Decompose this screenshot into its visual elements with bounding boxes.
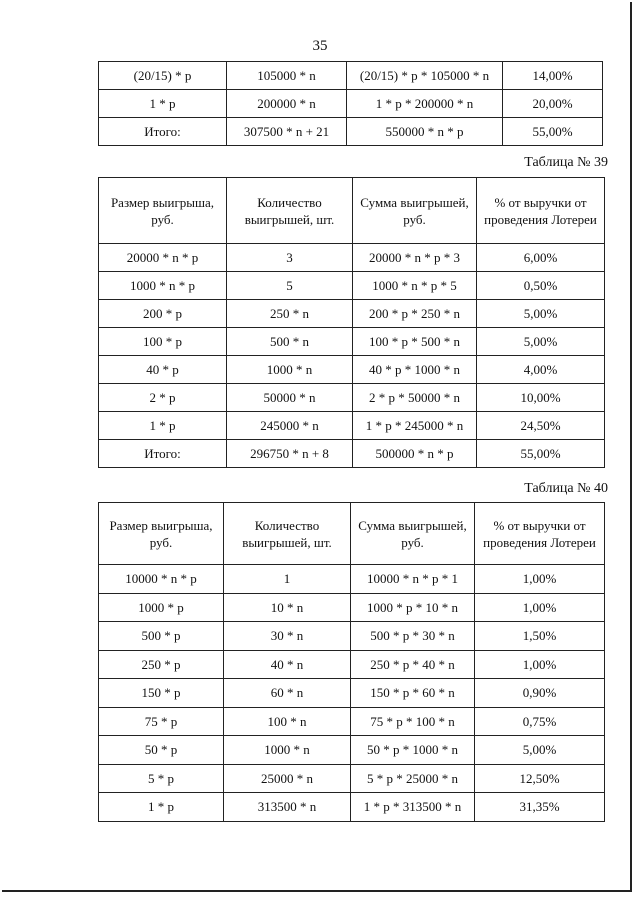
table-40 — [98, 502, 605, 822]
table-cell: 20000 * n * p * 3 — [353, 244, 477, 272]
table-cell: 75 * p * 100 * n — [351, 707, 475, 736]
table-cell: 6,00% — [477, 244, 605, 272]
table-cell: 5 * p — [99, 764, 224, 793]
table-cell: 55,00% — [503, 118, 603, 146]
table-cell: 1,00% — [475, 593, 605, 622]
table-cell: 1000 * n * p — [99, 272, 227, 300]
table-cell: 1,00% — [475, 565, 605, 594]
table-row — [99, 565, 605, 594]
table-cell: 10000 * n * p — [99, 565, 224, 594]
table-cell: 40 * n — [224, 650, 351, 679]
header-cell: % от выручки от проведения Лотереи — [477, 178, 605, 244]
table-cell: 1,00% — [475, 650, 605, 679]
table-row — [99, 118, 603, 146]
header-cell: Размер выигрыша, руб. — [99, 503, 224, 565]
table-cell: 20,00% — [503, 90, 603, 118]
table-cell: 2 * p — [99, 384, 227, 412]
table-row — [99, 90, 603, 118]
table-cell: 307500 * n + 21 — [227, 118, 347, 146]
table-cell: 1 * p * 313500 * n — [351, 793, 475, 822]
table-cell: 100 * n — [224, 707, 351, 736]
table-cell: 1 * p — [99, 90, 227, 118]
table-row — [99, 793, 605, 822]
table-row — [99, 593, 605, 622]
table-row — [99, 622, 605, 651]
page-number: 35 — [312, 38, 328, 54]
table-cell: 12,50% — [475, 764, 605, 793]
table-cell: 24,50% — [477, 412, 605, 440]
table-cell: 0,50% — [477, 272, 605, 300]
table-39 — [98, 177, 605, 468]
table-cell: 1 — [224, 565, 351, 594]
table-row — [99, 62, 603, 90]
table-cell: 100 * p — [99, 328, 227, 356]
table-cell: 1 * p — [99, 412, 227, 440]
table-cell: (20/15) * p * 105000 * n — [347, 62, 503, 90]
table-row — [99, 272, 605, 300]
table-cell: 14,00% — [503, 62, 603, 90]
table-cell: 500000 * n * p — [353, 440, 477, 468]
table-cell: 1000 * p — [99, 593, 224, 622]
table-cell: 0,90% — [475, 679, 605, 708]
table-cell: 10000 * n * p * 1 — [351, 565, 475, 594]
table-cell: 1000 * n — [227, 356, 353, 384]
header-cell: Размер выигрыша, руб. — [99, 178, 227, 244]
table-header-row — [99, 178, 605, 244]
table-header-row — [99, 503, 605, 565]
table-row — [99, 300, 605, 328]
table-row — [99, 707, 605, 736]
table-cell: 200000 * n — [227, 90, 347, 118]
table-cell: 100 * p * 500 * n — [353, 328, 477, 356]
table-cell: 5,00% — [477, 328, 605, 356]
table-cell: 60 * n — [224, 679, 351, 708]
table-cell: 1 * p * 245000 * n — [353, 412, 477, 440]
table-cell: 550000 * n * p — [347, 118, 503, 146]
table-cell: 200 * p * 250 * n — [353, 300, 477, 328]
table-row — [99, 650, 605, 679]
table-cell: 1 * p * 200000 * n — [347, 90, 503, 118]
table-cell: 0,75% — [475, 707, 605, 736]
table-cell: 150 * p * 60 * n — [351, 679, 475, 708]
table-cell: 31,35% — [475, 793, 605, 822]
table-cell: 150 * p — [99, 679, 224, 708]
table-row — [99, 384, 605, 412]
table-cell: 296750 * n + 8 — [227, 440, 353, 468]
table-cell: (20/15) * p — [99, 62, 227, 90]
table-cell: 50000 * n — [227, 384, 353, 412]
table-cell: 5,00% — [477, 300, 605, 328]
table-cell: 200 * p — [99, 300, 227, 328]
table-cell: 1000 * p * 10 * n — [351, 593, 475, 622]
table-cell: 10,00% — [477, 384, 605, 412]
table-cell: 40 * p — [99, 356, 227, 384]
table-cell: 250 * p — [99, 650, 224, 679]
table-cell: 245000 * n — [227, 412, 353, 440]
header-cell: Количество выигрышей, шт. — [224, 503, 351, 565]
table-cell: 500 * n — [227, 328, 353, 356]
table-continued — [98, 61, 603, 146]
table-cell: 20000 * n * p — [99, 244, 227, 272]
table-cell: 40 * p * 1000 * n — [353, 356, 477, 384]
table-cell: 250 * n — [227, 300, 353, 328]
table-cell: 1,50% — [475, 622, 605, 651]
table-cell: 10 * n — [224, 593, 351, 622]
table-cell: 5 — [227, 272, 353, 300]
table-cell: 25000 * n — [224, 764, 351, 793]
table-cell: 4,00% — [477, 356, 605, 384]
table-cell: 50 * p * 1000 * n — [351, 736, 475, 765]
table-cell: 500 * p — [99, 622, 224, 651]
table-cell: 1000 * n * p * 5 — [353, 272, 477, 300]
table-cell: 3 — [227, 244, 353, 272]
table-cell: 30 * n — [224, 622, 351, 651]
table-row — [99, 356, 605, 384]
table-row — [99, 440, 605, 468]
table-cell: 2 * p * 50000 * n — [353, 384, 477, 412]
header-cell: Количество выигрышей, шт. — [227, 178, 353, 244]
table-39-caption: Таблица № 39 — [524, 155, 608, 170]
header-cell: Сумма выигрышей, руб. — [353, 178, 477, 244]
table-cell: 313500 * n — [224, 793, 351, 822]
table-cell: 105000 * n — [227, 62, 347, 90]
table-row — [99, 328, 605, 356]
table-row — [99, 736, 605, 765]
table-row — [99, 764, 605, 793]
table-cell: 500 * p * 30 * n — [351, 622, 475, 651]
header-cell: % от выручки от проведения Лотереи — [475, 503, 605, 565]
table-cell: 1 * p — [99, 793, 224, 822]
table-cell: 75 * p — [99, 707, 224, 736]
table-40-caption: Таблица № 40 — [524, 481, 608, 496]
table-cell: 5 * p * 25000 * n — [351, 764, 475, 793]
header-cell: Сумма выигрышей, руб. — [351, 503, 475, 565]
table-cell: 5,00% — [475, 736, 605, 765]
table-cell: 55,00% — [477, 440, 605, 468]
table-row — [99, 412, 605, 440]
table-cell: 250 * p * 40 * n — [351, 650, 475, 679]
table-cell: 1000 * n — [224, 736, 351, 765]
table-row — [99, 679, 605, 708]
table-cell: 50 * p — [99, 736, 224, 765]
table-cell: Итого: — [99, 440, 227, 468]
table-cell: Итого: — [99, 118, 227, 146]
table-row — [99, 244, 605, 272]
